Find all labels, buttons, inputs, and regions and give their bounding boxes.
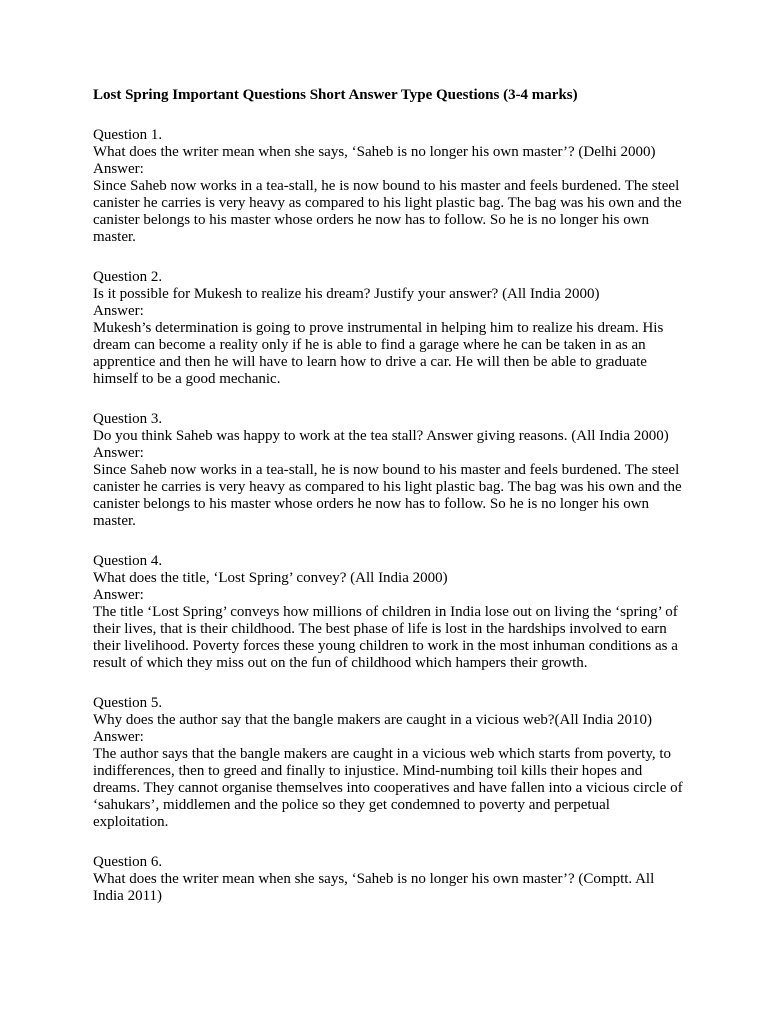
answer-label: Answer: xyxy=(93,303,144,319)
question-label: Question 6. xyxy=(93,854,163,870)
answer-text: Mukesh’s determination is going to prove instrumental in helping him to realize his dream. His dream can become a reality only if he is able to find a garage where he can be taken in as an apprentice and then he will have to learn how to drive a car. He will then be able to graduate himself to be a good mechanic. xyxy=(93,320,664,387)
question-text: What does the writer mean when she says, ‘Saheb is no longer his own master’? (Delhi 2000) xyxy=(93,144,656,160)
question-block-5 xyxy=(93,695,683,831)
question-label: Question 5. xyxy=(93,695,163,711)
question-label: Question 3. xyxy=(93,411,163,427)
question-block-6 xyxy=(93,854,683,905)
question-text: What does the writer mean when she says, ‘Saheb is no longer his own master’? (Comptt. All India 2011) xyxy=(93,871,655,904)
answer-label: Answer: xyxy=(93,161,144,177)
question-text: Is it possible for Mukesh to realize his dream? Justify your answer? (All India 2000) xyxy=(93,286,600,302)
question-label: Question 1. xyxy=(93,127,163,143)
answer-text: The title ‘Lost Spring’ conveys how millions of children in India lose out on living the ‘spring’ of their lives, that is their childhood. The best phase of life is lost in the hardships involved to earn their livelihood. Poverty forces these young children to work in the most inhuman conditions as a result of which they miss out on the fun of childhood which hampers their growth. xyxy=(93,604,678,671)
answer-label: Answer: xyxy=(93,729,144,745)
question-text: Do you think Saheb was happy to work at the tea stall? Answer giving reasons. (All India 2000) xyxy=(93,428,669,444)
question-block-4 xyxy=(93,553,683,672)
question-block-2 xyxy=(93,269,683,388)
question-label: Question 4. xyxy=(93,553,163,569)
answer-text: Since Saheb now works in a tea-stall, he is now bound to his master and feels burdened. The steel canister he carries is very heavy as compared to his light plastic bag. The bag was his own and the canister belongs to his master whose orders he now has to follow. So he is no longer his own master. xyxy=(93,462,682,529)
answer-label: Answer: xyxy=(93,445,144,461)
question-text: What does the title, ‘Lost Spring’ convey? (All India 2000) xyxy=(93,570,448,586)
answer-text: Since Saheb now works in a tea-stall, he is now bound to his master and feels burdened. The steel canister he carries is very heavy as compared to his light plastic bag. The bag was his own and the canister belongs to his master whose orders he now has to follow. So he is no longer his own master. xyxy=(93,178,682,245)
question-text: Why does the author say that the bangle makers are caught in a vicious web?(All India 2010) xyxy=(93,712,652,728)
question-label: Question 2. xyxy=(93,269,163,285)
question-block-1 xyxy=(93,127,683,246)
question-block-3 xyxy=(93,411,683,530)
document-title: Lost Spring Important Questions Short Answer Type Questions (3-4 marks) xyxy=(93,87,578,103)
answer-label: Answer: xyxy=(93,587,144,603)
document-page xyxy=(93,87,683,928)
answer-text: The author says that the bangle makers are caught in a vicious web which starts from poverty, to indifferences, then to greed and finally to injustice. Mind-numbing toil kills their hopes and dreams. They cannot organise themselves into cooperatives and have fallen into a vicious circle of ‘sahukars’, middlemen and the police so they get condemned to poverty and perpetual exploitation. xyxy=(93,746,683,830)
